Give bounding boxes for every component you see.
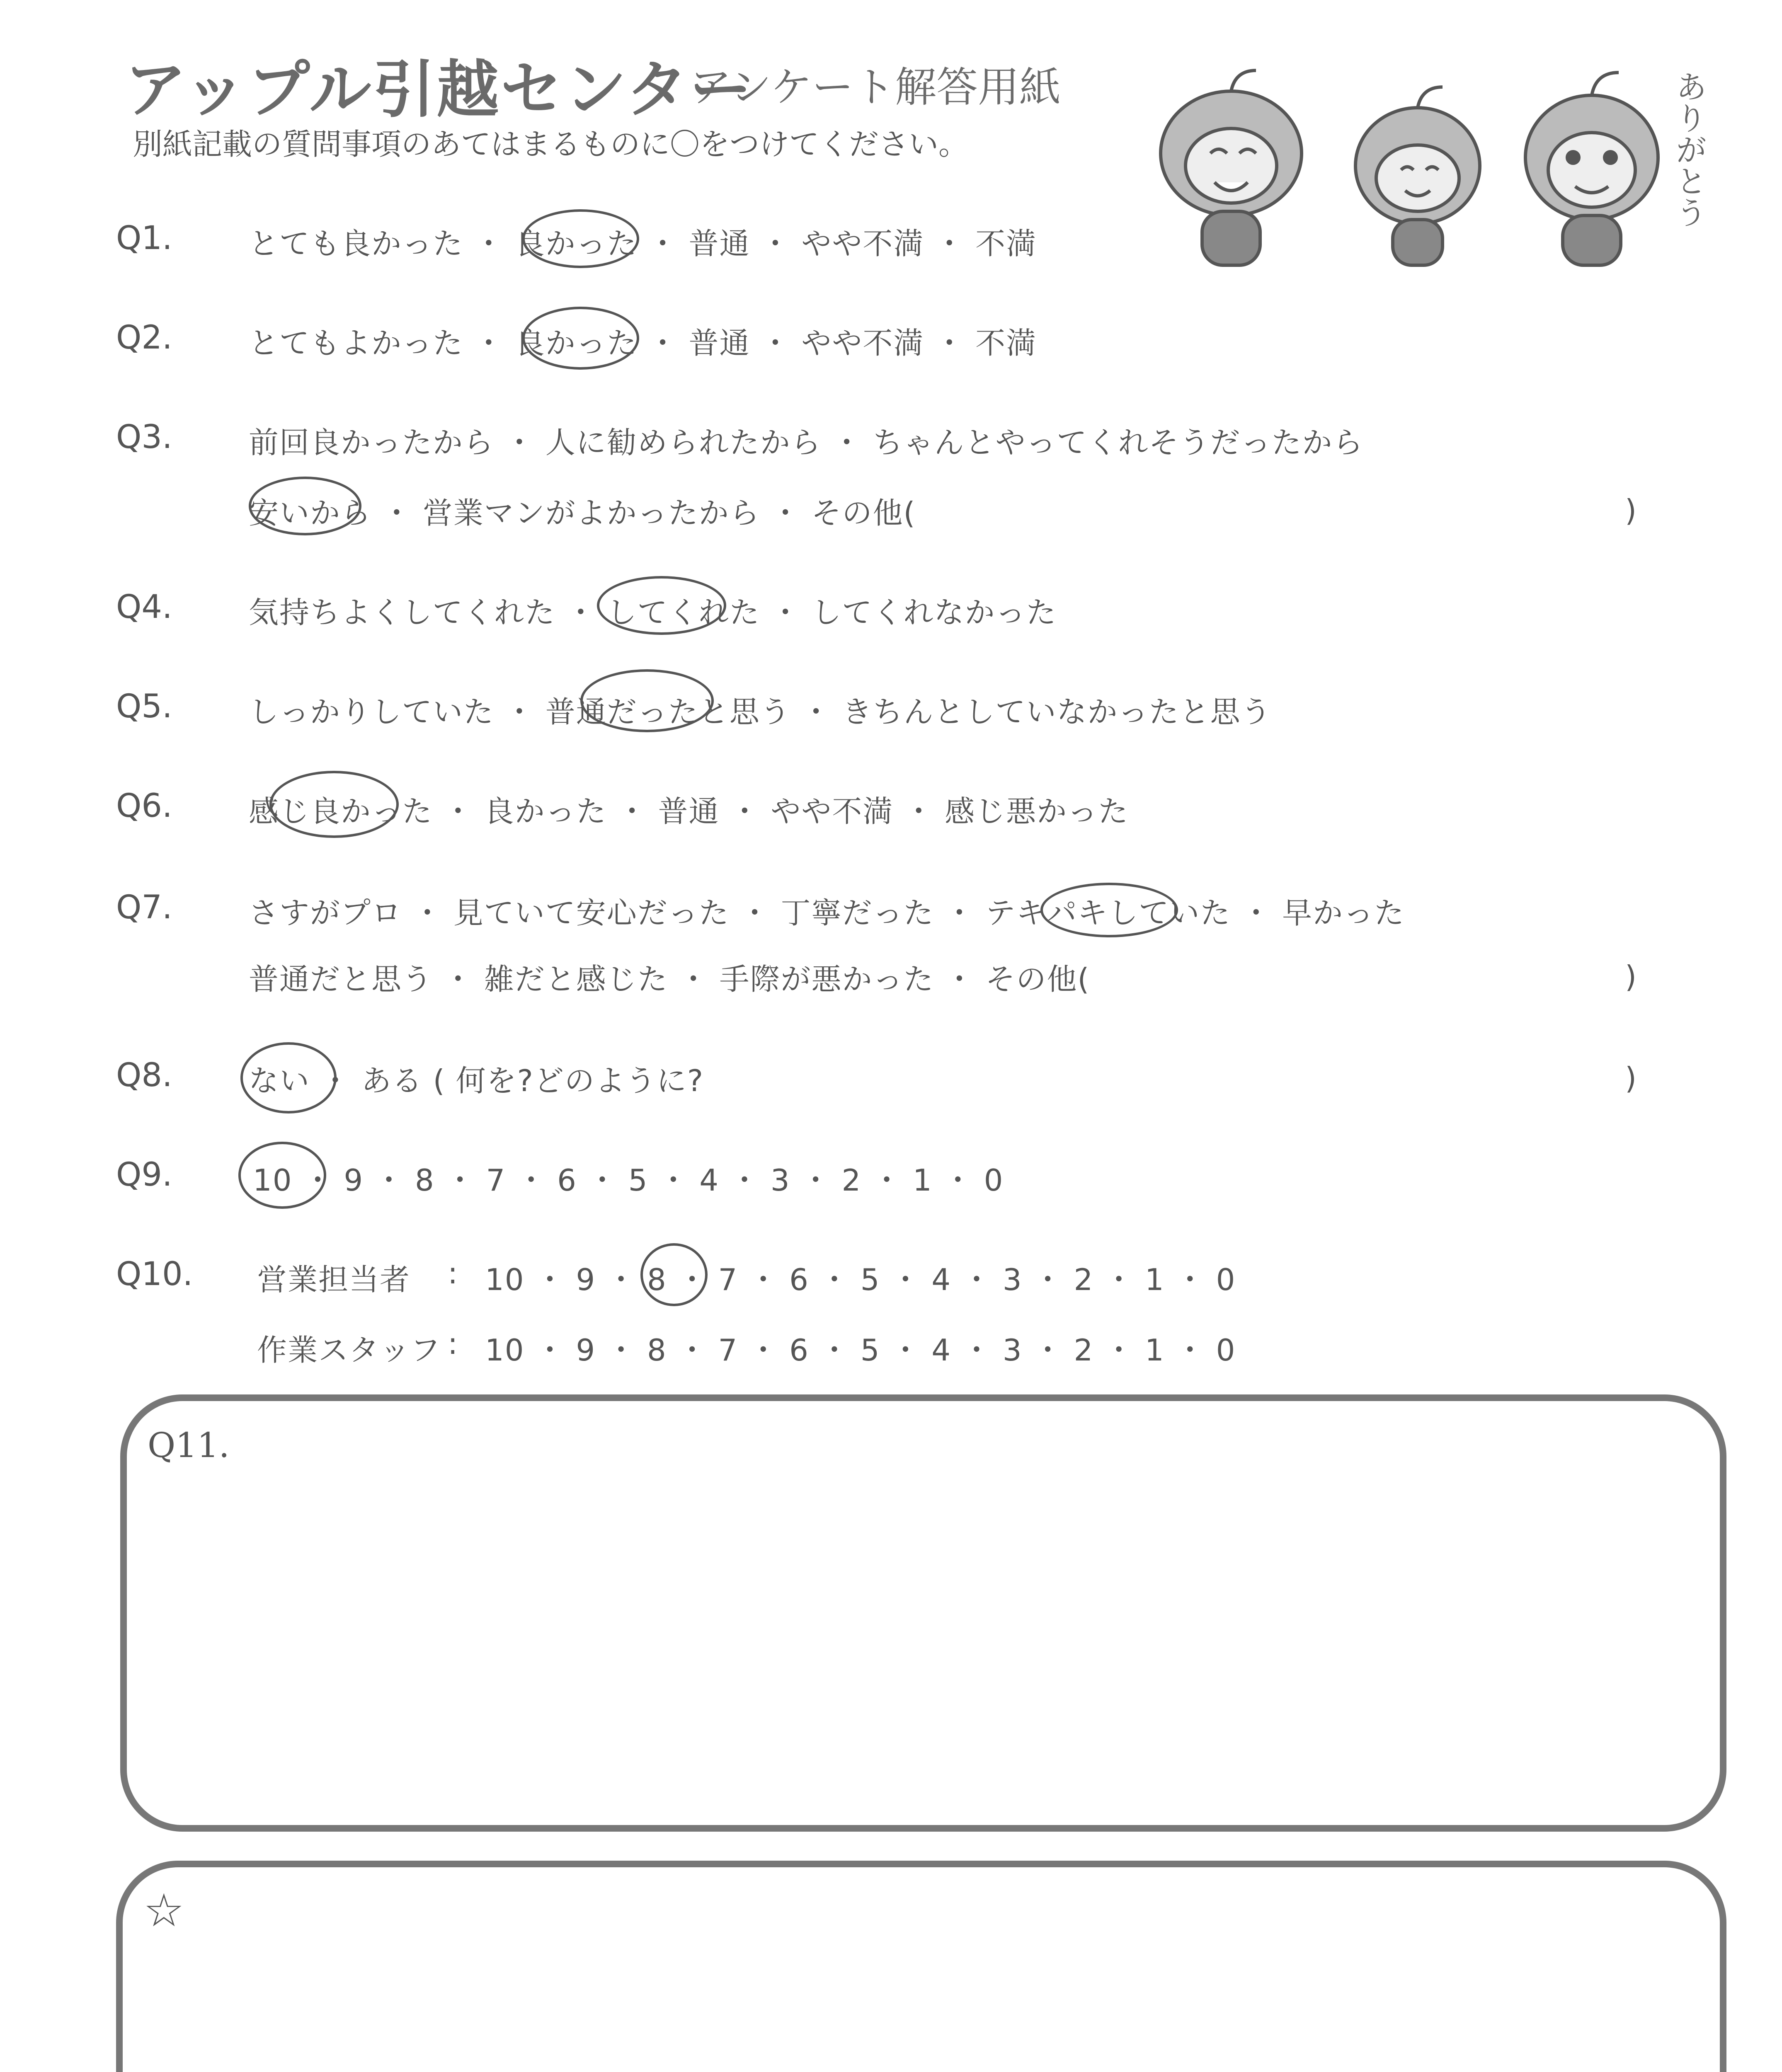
monkey-mascot-icon bbox=[1127, 58, 1708, 274]
q5-answer-circle bbox=[580, 669, 714, 732]
q5-number: Q5. bbox=[116, 688, 172, 725]
q3-options-line1: 前回良かったから ・ 人に勧められたから ・ ちゃんとやってくれそうだったから bbox=[249, 425, 1364, 460]
q11-label: Q11. bbox=[148, 1426, 230, 1465]
q10-sales-label: 営業担当者 bbox=[257, 1262, 411, 1297]
q8-answer-circle bbox=[240, 1042, 337, 1113]
q5-options: しっかりしていた ・ 普通だったと思う ・ きちんとしていなかったと思う bbox=[249, 695, 1272, 729]
q6-options: 感じ良かった ・ 良かった ・ 普通 ・ やや不満 ・ 感じ悪かった bbox=[249, 794, 1129, 829]
q2-number: Q2. bbox=[116, 319, 172, 356]
q10-sales-colon: : bbox=[448, 1256, 459, 1290]
q8-close-paren: ) bbox=[1625, 1061, 1637, 1096]
q10-staff-label: 作業スタッフ bbox=[257, 1333, 441, 1368]
q8-options: ない ・ ある ( 何を?どのように? bbox=[249, 1063, 704, 1098]
q10-staff-colon: : bbox=[448, 1326, 459, 1361]
q7-answer-circle bbox=[1040, 883, 1178, 937]
q1-options: とても良かった ・ 良かった ・ 普通 ・ やや不満 ・ 不満 bbox=[249, 226, 1037, 261]
thanks-text: ありがとう bbox=[1670, 70, 1707, 228]
q3-close-paren: ) bbox=[1625, 493, 1637, 528]
q9-answer-circle bbox=[238, 1142, 326, 1209]
q7-number: Q7. bbox=[116, 889, 172, 926]
q3-number: Q3. bbox=[116, 419, 172, 456]
q6-answer-circle bbox=[269, 771, 399, 838]
q10-sales-answer-circle bbox=[640, 1243, 708, 1306]
q6-number: Q6. bbox=[116, 787, 172, 825]
q3-answer-circle bbox=[249, 477, 361, 535]
page-subtitle: アンケート解答用紙 bbox=[690, 63, 1061, 111]
q2-answer-circle bbox=[522, 307, 639, 370]
q10-number: Q10. bbox=[116, 1256, 193, 1293]
q9-number: Q9. bbox=[116, 1156, 172, 1193]
q2-options: とてもよかった ・ 良かった ・ 普通 ・ やや不満 ・ 不満 bbox=[249, 326, 1037, 361]
q7-options-line2: 普通だと思う ・ 雑だと感じた ・ 手際が悪かった ・ その他( bbox=[249, 962, 1090, 997]
q1-answer-circle bbox=[522, 209, 639, 268]
q4-options: 気持ちよくしてくれた ・ してくれた ・ してくれなかった bbox=[249, 595, 1057, 630]
instruction-text: 別紙記載の質問事項のあてはまるものに〇をつけてください。 bbox=[133, 127, 969, 162]
free-comment-box[interactable] bbox=[116, 1861, 1726, 2072]
q8-number: Q8. bbox=[116, 1057, 172, 1094]
q7-close-paren: ) bbox=[1625, 959, 1637, 994]
q9-options: 10 ・ 9 ・ 8 ・ 7 ・ 6 ・ 5 ・ 4 ・ 3 ・ 2 ・ 1 ・ 0 bbox=[253, 1163, 1004, 1198]
page-title: アップル引越センター bbox=[124, 54, 754, 126]
q1-number: Q1. bbox=[116, 220, 172, 257]
q10-sales-scale: 10 ・ 9 ・ 8 ・ 7 ・ 6 ・ 5 ・ 4 ・ 3 ・ 2 ・ 1 ・ 0 bbox=[485, 1262, 1236, 1297]
q10-staff-scale: 10 ・ 9 ・ 8 ・ 7 ・ 6 ・ 5 ・ 4 ・ 3 ・ 2 ・ 1 ・ 0 bbox=[485, 1333, 1236, 1368]
q4-number: Q4. bbox=[116, 588, 172, 626]
q3-options-line2: 安いから ・ 営業マンがよかったから ・ その他( bbox=[249, 496, 916, 530]
q4-answer-circle bbox=[597, 576, 726, 635]
star-icon: ☆ bbox=[143, 1884, 184, 1937]
q11-comment-box[interactable] bbox=[120, 1394, 1726, 1832]
q7-options-line1: さすがプロ ・ 見ていて安心だった ・ 丁寧だった ・ テキパキしていた ・ 早かった bbox=[249, 896, 1405, 930]
